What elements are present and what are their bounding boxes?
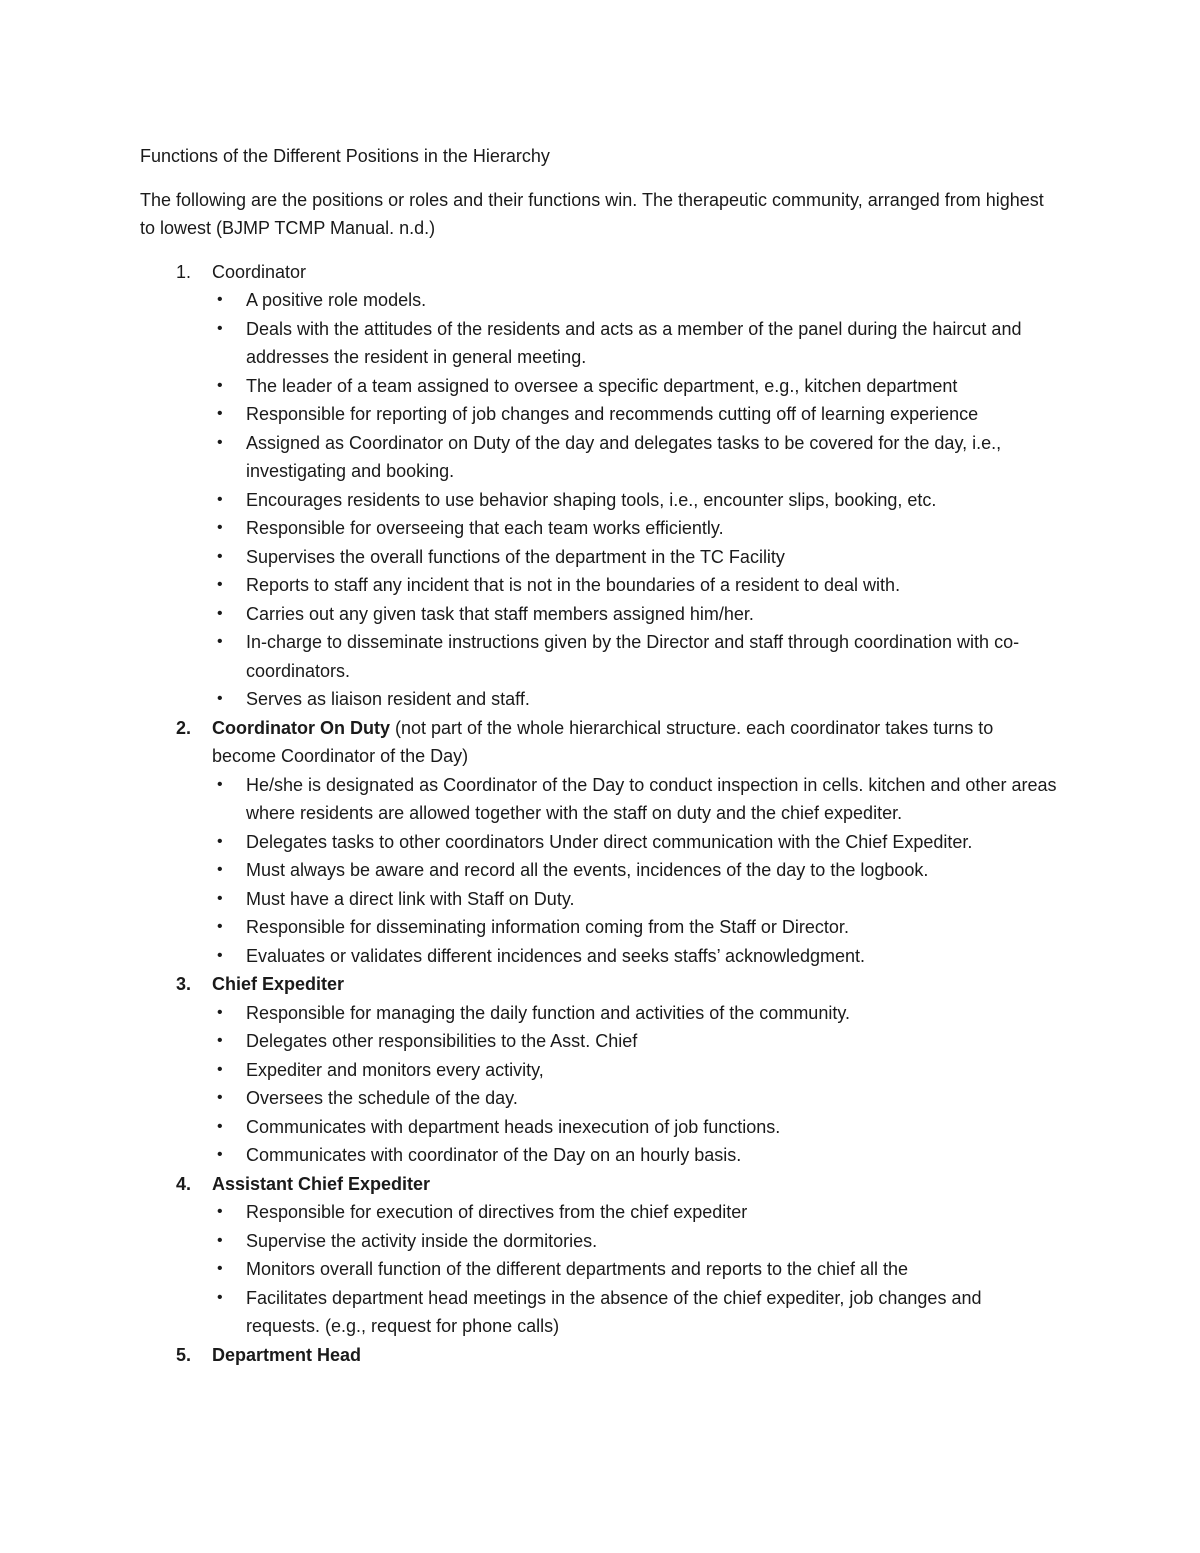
bullet-icon: • xyxy=(217,832,223,850)
bullet-icon: • xyxy=(217,918,223,935)
function-text: The leader of a team assigned to oversee a specific department, e.g., kitchen department xyxy=(246,375,958,396)
function-item xyxy=(212,1255,1060,1284)
function-item xyxy=(212,372,1060,401)
bullet-icon: • xyxy=(217,1288,223,1306)
intro-paragraph: The following are the positions or roles and their functions win. The therapeutic community, arranged from highest to lowest (BJMP TCMP Manual. n.d.) xyxy=(140,189,1044,238)
position-note: (not part of the whole hierarchical structure. each coordinator takes turns to become Coordinator of the Day) xyxy=(212,717,994,766)
function-item xyxy=(212,771,1060,828)
bullet-icon: • xyxy=(217,490,223,508)
bullet-icon: • xyxy=(217,1146,223,1163)
function-item xyxy=(212,486,1060,515)
function-item xyxy=(212,571,1060,600)
function-text: Responsible for managing the daily function and activities of the community. xyxy=(246,1002,850,1023)
bullet-icon: • xyxy=(217,433,223,451)
function-item xyxy=(212,1141,1060,1170)
function-item xyxy=(212,1284,1060,1341)
function-item xyxy=(212,942,1060,971)
function-item xyxy=(212,885,1060,914)
function-item xyxy=(212,913,1060,942)
function-text: Supervise the activity inside the dormitories. xyxy=(246,1230,598,1251)
function-item xyxy=(212,1084,1060,1113)
position-number: 5. xyxy=(176,1344,192,1365)
function-text: Delegates other responsibilities to the Asst. Chief xyxy=(246,1031,638,1051)
bullet-icon: • xyxy=(217,861,223,878)
function-item xyxy=(212,315,1060,372)
function-text: Evaluates or validates different incidences and seeks staffs’ acknowledgment. xyxy=(246,945,866,966)
position-heading: Coordinator xyxy=(212,261,307,282)
function-list xyxy=(212,1198,1060,1341)
function-item xyxy=(212,514,1060,543)
position-number: 3. xyxy=(176,974,192,994)
function-text: Supervises the overall functions of the department in the TC Facility xyxy=(246,546,785,567)
bullet-icon: • xyxy=(217,604,223,622)
function-item xyxy=(212,429,1060,486)
bullet-icon: • xyxy=(217,1089,223,1106)
function-text: Serves as liaison resident and staff. xyxy=(246,689,530,709)
function-text: Responsible for disseminating information coming from the Staff or Director. xyxy=(246,917,849,937)
positions-list xyxy=(140,258,1060,1370)
bullet-icon: • xyxy=(217,1060,223,1078)
function-item xyxy=(212,600,1060,629)
position-item xyxy=(140,1170,1060,1341)
function-item xyxy=(212,1056,1060,1085)
function-text: Communicates with coordinator of the Day on an hourly basis. xyxy=(246,1145,742,1165)
position-item xyxy=(140,1341,1060,1370)
position-number: 1. xyxy=(176,261,192,282)
function-text: A positive role models. xyxy=(246,290,427,310)
bullet-icon: • xyxy=(217,519,223,536)
position-number: 4. xyxy=(176,1173,192,1194)
bullet-icon: • xyxy=(217,889,223,907)
function-text: Facilitates department head meetings in the absence of the chief expediter, job changes and requests. (e.g., request for phone calls) xyxy=(246,1287,982,1336)
function-text: Monitors overall function of the different departments and reports to the chief all the xyxy=(246,1259,909,1279)
function-item xyxy=(212,543,1060,572)
function-text: Responsible for execution of directives from the chief expediter xyxy=(246,1202,748,1222)
position-item xyxy=(140,714,1060,971)
bullet-icon: • xyxy=(217,1003,223,1021)
function-text: Must always be aware and record all the events, incidences of the day to the logbook. xyxy=(246,860,929,880)
function-item xyxy=(212,828,1060,857)
function-text: Responsible for overseeing that each team works efficiently. xyxy=(246,518,724,538)
position-heading-line xyxy=(212,714,1060,771)
bullet-icon: • xyxy=(217,633,223,650)
function-item xyxy=(212,1198,1060,1227)
position-heading-line xyxy=(212,1341,1060,1370)
position-heading: Department Head xyxy=(212,1344,362,1365)
function-item xyxy=(212,1027,1060,1056)
bullet-icon: • xyxy=(217,1032,223,1049)
position-heading-line xyxy=(212,1170,1060,1199)
function-item xyxy=(212,286,1060,315)
bullet-icon: • xyxy=(217,946,223,964)
function-text: Reports to staff any incident that is not in the boundaries of a resident to deal with. xyxy=(246,575,901,595)
bullet-icon: • xyxy=(217,1231,223,1249)
function-item xyxy=(212,1227,1060,1256)
document-title: Functions of the Different Positions in the Hierarchy xyxy=(140,146,550,166)
function-list xyxy=(212,286,1060,714)
function-text: In-charge to disseminate instructions given by the Director and staff through coordination with co- coordinators. xyxy=(246,632,1020,681)
function-text: Encourages residents to use behavior shaping tools, i.e., encounter slips, booking, etc. xyxy=(246,489,937,510)
function-text: Oversees the schedule of the day. xyxy=(246,1088,518,1108)
function-text: Communicates with department heads inexecution of job functions. xyxy=(246,1116,781,1137)
position-item xyxy=(140,258,1060,714)
bullet-icon: • xyxy=(217,1117,223,1135)
function-list xyxy=(212,771,1060,971)
bullet-icon: • xyxy=(217,405,223,422)
function-text: He/she is designated as Coordinator of the Day to conduct inspection in cells. kitchen and other areas where residents are allowed together with the staff on duty and the chief expediter. xyxy=(246,774,1057,823)
function-text: Delegates tasks to other coordinators Under direct communication with the Chief Expediter. xyxy=(246,831,973,852)
position-heading: Chief Expediter xyxy=(212,974,345,994)
bullet-icon: • xyxy=(217,291,223,308)
position-number: 2. xyxy=(176,717,192,738)
function-item xyxy=(212,856,1060,885)
function-item xyxy=(212,685,1060,714)
function-item xyxy=(212,400,1060,429)
function-text: Must have a direct link with Staff on Duty. xyxy=(246,888,575,909)
bullet-icon: • xyxy=(217,1203,223,1220)
position-heading-line xyxy=(212,258,1060,287)
document-page xyxy=(140,142,1060,1369)
position-heading: Assistant Chief Expediter xyxy=(212,1173,431,1194)
bullet-icon: • xyxy=(217,1260,223,1277)
function-text: Assigned as Coordinator on Duty of the day and delegates tasks to be covered for the day, i.e., investigating and booking. xyxy=(246,432,1002,481)
function-text: Deals with the attitudes of the residents and acts as a member of the panel during the haircut and addresses the resident in general meeting. xyxy=(246,318,1022,367)
position-heading-line xyxy=(212,970,1060,999)
function-item xyxy=(212,999,1060,1028)
position-item xyxy=(140,970,1060,1170)
bullet-icon: • xyxy=(217,547,223,565)
bullet-icon: • xyxy=(217,690,223,707)
function-list xyxy=(212,999,1060,1170)
function-text: Carries out any given task that staff members assigned him/her. xyxy=(246,603,754,624)
bullet-icon: • xyxy=(217,376,223,394)
bullet-icon: • xyxy=(217,576,223,593)
function-item xyxy=(212,628,1060,685)
function-item xyxy=(212,1113,1060,1142)
function-text: Expediter and monitors every activity, xyxy=(246,1059,544,1080)
bullet-icon: • xyxy=(217,319,223,337)
bullet-icon: • xyxy=(217,775,223,793)
function-text: Responsible for reporting of job changes and recommends cutting off of learning experience xyxy=(246,404,979,424)
position-heading: Coordinator On Duty xyxy=(212,717,390,738)
